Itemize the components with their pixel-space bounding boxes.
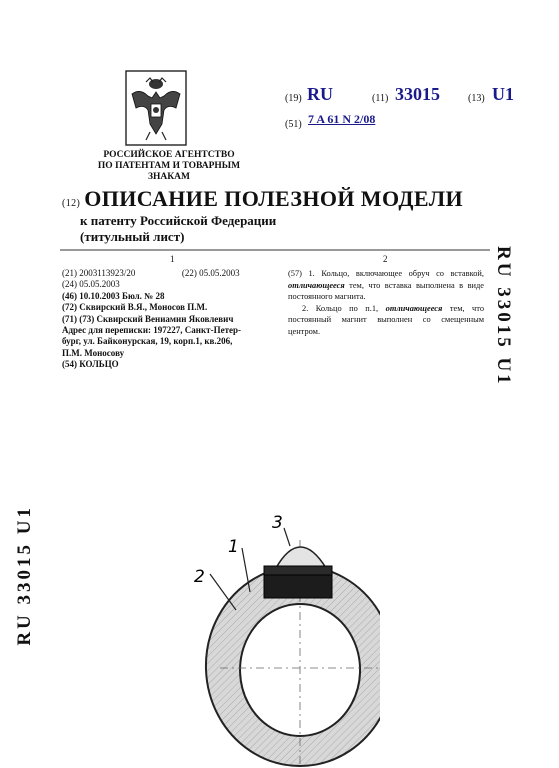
claim-2: 2. Кольцо по п.1, отличающееся тем, что постоянный магнит выполнен со смещенным центром. [288,303,485,336]
code-19: (19) [285,93,302,104]
figure-label-3: 3 [272,513,283,533]
claim-1: (57) 1. Кольцо, включающее обруч со вставкой, отличающееся тем, что вставка выполнена в виде постоянного магнита. [288,269,484,302]
agency-name [86,150,252,183]
ring-figure [180,500,380,768]
figure-label-2: 2 [194,567,205,587]
owner-row: (71) (73) Сквирский Вениамин Яковлевич [62,313,234,324]
kind-code: U1 [492,84,514,104]
side-stamp-right: RU 33015 U1 [493,246,514,387]
figure-label-1: 1 [228,537,239,557]
ipc-class: 7 A 61 N 2/08 [308,112,376,126]
agency-line-1: РОССИЙСКОЕ АГЕНТСТВО [103,150,235,160]
country-code: RU [307,84,333,104]
address-line-3: П.М. Моносову [62,347,125,358]
publication-row: (46) 10.10.2003 Бюл. № 28 [62,290,165,301]
coat-of-arms-emblem [122,68,190,148]
title-subline-2: (титульный лист) [80,229,185,244]
header-divider [60,248,490,252]
magnet-dome [276,547,326,568]
address-line-2: бург, ул. Байконурская, 19, корп.1, кв.206, [62,336,233,347]
document-title [62,186,463,212]
claims-text [288,268,484,338]
column-number-2: 2 [383,254,388,264]
code-11: (11) [372,93,389,104]
code-51: (51) [285,119,302,130]
start-date-row: (24) 05.05.2003 [62,279,120,290]
title-text: ОПИСАНИЕ ПОЛЕЗНОЙ МОДЕЛИ [84,186,463,211]
column-number-1: 1 [170,254,175,264]
application-row: (21) 2003113923/20 (22) 05.05.2003 [62,268,240,278]
bibliographic-data [62,268,284,371]
title-subline-1: к патенту Российской Федерации [80,213,277,228]
code-13: (13) [468,93,485,104]
agency-line-2: ПО ПАТЕНТАМ И ТОВАРНЫМ ЗНАКАМ [97,161,241,182]
title-row: (54) КОЛЬЦО [62,359,119,370]
title-code: (12) [62,198,81,209]
patent-number: 33015 [395,84,440,104]
side-stamp-left: RU 33015 U1 [14,505,35,646]
address-line-1: Адрес для переписки: 197227, Санкт-Петер- [62,325,241,336]
inventors-row: (72) Сквирский В.Я., Моносов П.М. [62,302,208,313]
